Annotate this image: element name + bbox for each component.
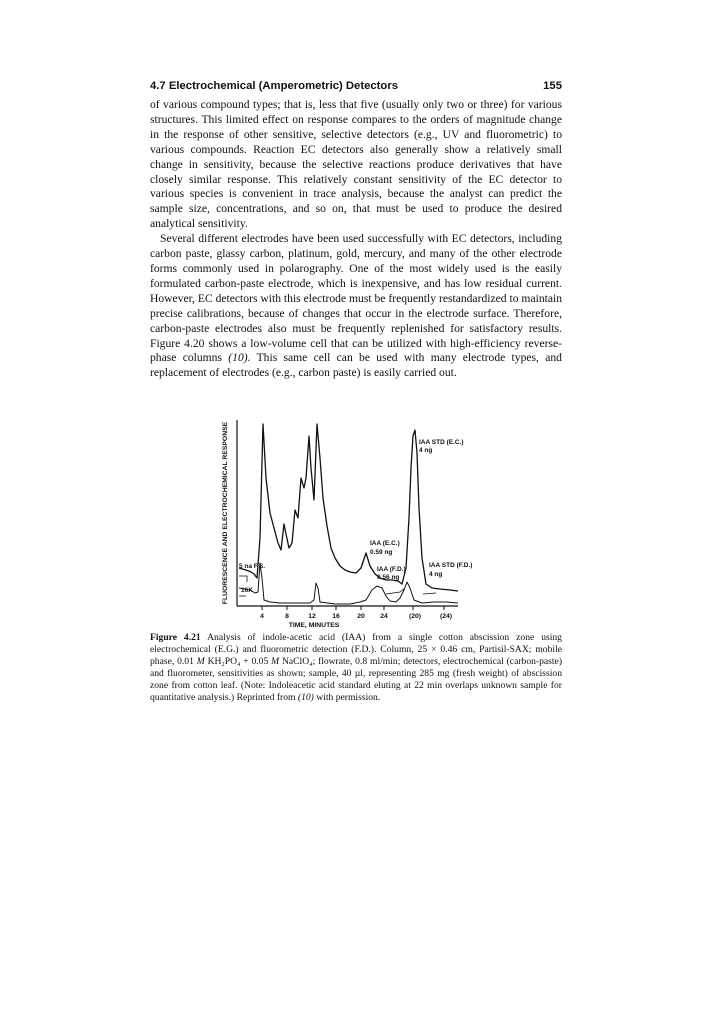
x-tick-label: 24 — [380, 613, 388, 620]
annotation-iaa-std-fd-amount: 4 ng — [429, 571, 443, 578]
x-tick-label: (20) — [408, 613, 422, 620]
figure-4-21 — [210, 418, 472, 628]
caption-molar-1: M — [196, 656, 205, 668]
page-header — [150, 80, 562, 96]
paragraph-1: of various compound types; that is, less that five (usually only two or three) for various structures. This limited effect on response compares to the orders of magnitude change in the response of other sensitive, selective detectors (e.g., UV and fluorometric) to various compounds. Reaction EC detectors also generally show a relatively small change in sensitivity, because the selective reactions produce derivatives that have closely similar response. This relatively constant sensitivity of the EC detector to various species is convenient in trace analysis, because the analyst can predict the sample size, concentrations, and so on, that must be used to produce the desired analytical sensitivity. — [150, 98, 562, 231]
annotation-iaa-std-fd: IAA STD (F.D.) — [429, 562, 472, 569]
annotation-iaa-fd-amount: 0.56 ng — [377, 574, 400, 581]
paragraph-2-end: This same cell can be used with many electrode types, and replacement of electrodes (e.g., carbon paste) is easily carried out. — [150, 351, 562, 380]
caption-text-a: Analysis of indole-acetic acid (IAA) from a single cotton abscission zone using electrochemical (E.G.) and fluorometric detection (F.D.). Column, 25 × 0.46 cm, Partisil-SAX; mobile phase, 0.01 — [150, 632, 562, 668]
annotation-iaa-fd: IAA (F.D.) — [377, 566, 406, 573]
page-number: 155 — [543, 80, 562, 92]
caption-text-d: with permission. — [316, 692, 381, 704]
x-tick-label: 20 — [357, 613, 365, 620]
reference-citation: (10). — [228, 351, 251, 365]
x-tick-label: 4 — [260, 613, 264, 620]
caption-label: Figure 4.21 — [150, 632, 201, 643]
paragraph-2-main: Several different electrodes have been used successfully with EC detectors, including carbon paste, glassy carbon, platinum, gold, mercury, and many of the other electrode forms commonly used in polarography. One of the most widely used is the easily formulated carbon-paste electrode, which is inexpensive, and has low residual current. However, EC detectors with this electrode must be frequently restandardized to maintain precise calibrations, because of changes that occur in the electrode surface. Therefore, carbon-paste electrodes also must be frequently replenished for satisfactory results. Figure 4.20 shows a low-volume cell that can be utilized with high-efficiency reverse-phase columns — [150, 232, 562, 365]
annotation-scale-fd: 16X — [241, 587, 253, 594]
annotation-iaa-ec: IAA (E.C.) — [370, 540, 400, 547]
y-axis-label: FLUORESCENCE AND ELECTROCHEMICAL RESPONSE — [222, 421, 229, 605]
scale-markers — [239, 576, 436, 596]
section-title: 4.7 Electrochemical (Amperometric) Detectors — [150, 80, 398, 92]
x-tick-label: (24) — [439, 613, 453, 620]
caption-reference: (10) — [297, 692, 314, 704]
caption-molar-2: M — [271, 656, 280, 668]
x-tick-label: 8 — [285, 613, 289, 620]
annotation-scale-ec: 5 na F.S. — [239, 563, 266, 570]
paragraph-2 — [150, 232, 562, 381]
body-text — [150, 98, 562, 381]
annotation-iaa-ec-amount: 0.59 ng — [370, 549, 393, 556]
x-tick-label: 16 — [332, 613, 340, 620]
x-tick-label: 12 — [308, 613, 316, 620]
caption-text-c: NaClO₄; flowrate, 0.8 ml/min; detectors, electrochemical (carbon-paste) and fluorometer, sensitivities as shown; sample, 40 µl, representing 285 mg (fresh weight) of abscission zone from cotton leaf. (Note: Indoleacetic acid standard eluting at 22 min overlaps unknown sample for quantitative analysis.) Reprinted from — [150, 656, 563, 704]
x-tick-labels — [260, 613, 452, 620]
annotation-iaa-std-ec-amount: 4 ng — [419, 447, 433, 454]
annotation-iaa-std-ec: IAA STD (E.C.) — [419, 439, 464, 446]
figure-caption — [150, 632, 562, 705]
fd-trace — [239, 563, 458, 604]
chromatogram — [210, 418, 472, 628]
x-axis-label: TIME, MINUTES — [288, 622, 340, 628]
caption-text-b: KH₂PO₄ + 0.05 — [207, 656, 269, 668]
